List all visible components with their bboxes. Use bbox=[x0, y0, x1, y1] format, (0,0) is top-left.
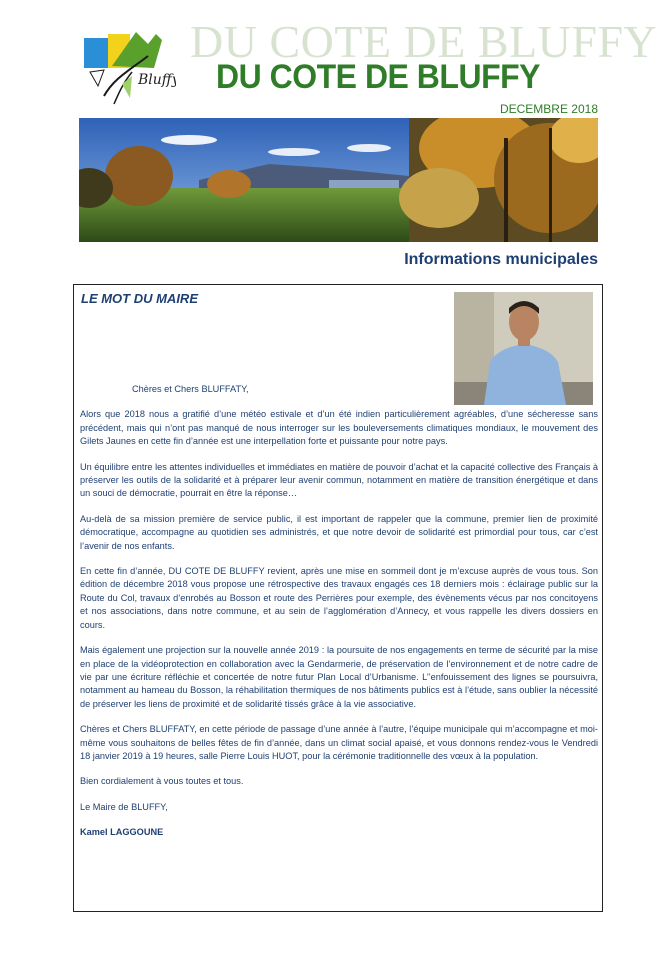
landscape-banner-image bbox=[79, 118, 598, 242]
article-paragraph: Un équilibre entre les attentes individuelles et immédiates en matière de pouvoir d’achat et la capacité collective des Français à préserver les outils de la solidarité et à préparer leur avenir commun, notamment en matière de transition énergétique et dans un souci de démocratie, pourrait en être la réponse… bbox=[80, 461, 598, 499]
section-heading: Informations municipales bbox=[404, 251, 598, 268]
closing: Le Maire de BLUFFY, bbox=[80, 801, 168, 812]
masthead-title: DU COTE DE BLUFFY bbox=[216, 58, 541, 96]
article-body bbox=[80, 383, 598, 852]
bluffy-logo bbox=[84, 26, 176, 108]
issue-date: DECEMBRE 2018 bbox=[499, 102, 598, 116]
salutation: Chères et Chers BLUFFATY, bbox=[132, 384, 249, 394]
signature: Kamel LAGGOUNE bbox=[80, 827, 164, 838]
article-paragraph: En cette fin d’année, DU COTE DE BLUFFY revient, après une mise en sommeil dont je m’excuse auprès de vous tous. Son édition de décembre 2018 vous propose une rétrospective des travaux engagés ces 18 derniers mois : éclairage public sur la Route du Col, travaux d’enrobés au Bosson et route des Perrières pour exemple, des évènements vécus par nos concitoyens et nos associations, dans notre commune, et au sein de l’agglomération d’Annecy, et vous rappelle les divers dossiers en cours. bbox=[80, 566, 598, 630]
article-paragraph: Alors que 2018 nous a gratifié d’une météo estivale et d’un été indien particulièrement agréables, d’une sécheresse sans précédent, mais qui n’ont pas manqué de nous interroger sur les bouleversements climatiques mondiaux, le mouvement des Gilets Jaunes en cette fin d’année est une interpellation forte et puissante pour notre pays. bbox=[80, 409, 598, 447]
article-paragraph: Au-delà de sa mission première de service public, il est important de rappeler que la commune, premier lien de proximité démocratique, accompagne au quotidien ses administrés, et que notre devoir de solidarité est primordial pour tous, car c’est l’avenir de nos enfants. bbox=[80, 513, 598, 551]
article-paragraph: Mais également une projection sur la nouvelle année 2019 : la poursuite de nos engagements en terme de sécurité par la mise en place de la vidéoprotection en collaboration avec la Gendarmerie, de préservation de l’environnement et de notre cadre de vie par une écriture réfléchie et concertée de notre futur Plan Local d’Urbanisme. L’’enfouissement des lignes se poursuivra, notamment au hameau du Bosson, la réhabilitation thermiques de nos bâtiments publics est à l’étude, sans oublier la nécessité de préserver les liens de proximité et de solidarité tissés grâce à la vie associative. bbox=[80, 645, 598, 709]
article-paragraph: Bien cordialement à vous toutes et tous. bbox=[80, 776, 244, 787]
mayor-message-box bbox=[73, 284, 603, 912]
article-title: LE MOT DU MAIRE bbox=[81, 291, 198, 306]
masthead-ghost-title: DU COTE DE BLUFFY bbox=[190, 16, 658, 67]
article-paragraph: Chères et Chers BLUFFATY, en cette période de passage d’une année à l’autre, l’équipe municipale qui m’accompagne et moi-même vous souhaitons de belles fêtes de fin d’année, dans un climat social apaisé, et vous donnons rendez-vous le Vendredi 18 janvier 2019 à 19 heures, salle Pierre Louis HUOT, pour la cérémonie traditionnelle des vœux à la population. bbox=[80, 724, 598, 761]
logo-wordmark: Bluffy bbox=[138, 72, 176, 88]
